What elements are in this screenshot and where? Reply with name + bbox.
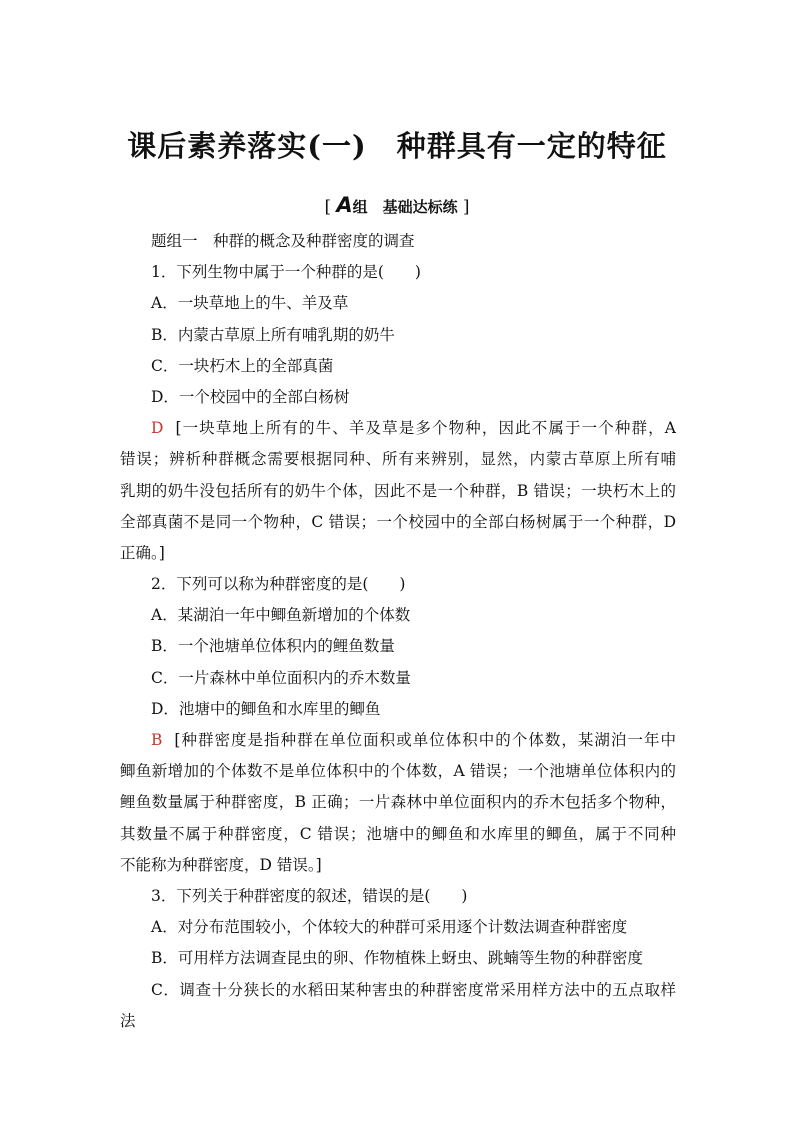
explanation-text: [种群密度是指种群在单位面积或单位体积中的个体数，某湖泊一年中 <box>174 731 676 749</box>
option-a: A．某湖泊一年中鲫鱼新增加的个体数 <box>151 606 411 625</box>
group-label: 组 基础达标练 <box>352 198 458 216</box>
topic-heading: 题组一 种群的概念及种群密度的调查 <box>151 232 415 250</box>
question-stem: 3．下列关于种群密度的叙述，错误的是( ) <box>151 886 468 905</box>
page-title: 课后素养落实(一) 种群具有一定的特征 <box>127 129 667 163</box>
group-letter: A <box>336 193 353 217</box>
question-stem: 2．下列可以称为种群密度的是( ) <box>151 575 406 594</box>
explanation-line: 鲫鱼新增加的个体数不是单位体积中的个体数，A 错误；一个池塘单位体积内的 <box>120 762 676 781</box>
explanation-line: 正确。] <box>120 543 165 562</box>
question-1 <box>120 257 676 569</box>
explanation-line: 乳期的奶牛没包括所有的奶牛个体，因此不是一个种群，B 错误；一块朽木上的 <box>120 481 676 500</box>
explanation-line: 全部真菌不是同一个物种，C 错误；一个校园中的全部白杨树属于一个种群，D <box>120 512 676 531</box>
explanation-line: 不能称为种群密度，D 错误。] <box>120 855 322 874</box>
option-c: C．调查十分狭长的水稻田某种害虫的种群密度常采用样方法中的五点取样 <box>151 980 676 999</box>
option-b: B．一个池塘单位体积内的鲤鱼数量 <box>151 637 395 656</box>
group-heading <box>0 193 794 217</box>
group-bracket-close: ] <box>462 197 470 217</box>
option-d: D．池塘中的鲫鱼和水库里的鲫鱼 <box>151 699 381 718</box>
explanation-line: 鲤鱼数量属于种群密度，B 正确；一片森林中单位面积内的乔木包括多个物种， <box>120 793 676 812</box>
option-b: B．可用样方法调查昆虫的卵、作物植株上蚜虫、跳蝻等生物的种群密度 <box>151 949 643 968</box>
question-3 <box>120 881 676 1037</box>
exercise-content <box>120 226 676 1037</box>
question-stem: 1．下列生物中属于一个种群的是( ) <box>151 263 421 282</box>
question-2 <box>120 569 676 881</box>
explanation-line <box>120 413 676 444</box>
option-a: A．一块草地上的牛、羊及草 <box>151 294 349 313</box>
group-bracket-open: [ <box>324 197 332 217</box>
answer-letter: B <box>151 731 163 749</box>
explanation-line: 其数量不属于种群密度，C 错误；池塘中的鲫鱼和水库里的鲫鱼，属于不同种 <box>120 824 676 843</box>
option-c: C．一片森林中单位面积内的乔木数量 <box>151 668 411 687</box>
option-d: D．一个校园中的全部白杨树 <box>151 387 350 406</box>
option-b: B．内蒙古草原上所有哺乳期的奶牛 <box>151 325 395 344</box>
explanation-line <box>120 725 676 756</box>
explanation-text: [一块草地上所有的牛、羊及草是多个物种，因此不属于一个种群，A <box>175 419 676 438</box>
option-c: C．一块朽木上的全部真菌 <box>151 356 334 375</box>
answer-letter: D <box>151 419 164 438</box>
explanation-line: 错误；辨析种群概念需要根据同种、所有来辨别，显然，内蒙古草原上所有哺 <box>120 450 676 469</box>
option-a: A．对分布范围较小，个体较大的种群可采用逐个计数法调查种群密度 <box>151 918 628 937</box>
option-c-continued: 法 <box>120 1011 136 1030</box>
